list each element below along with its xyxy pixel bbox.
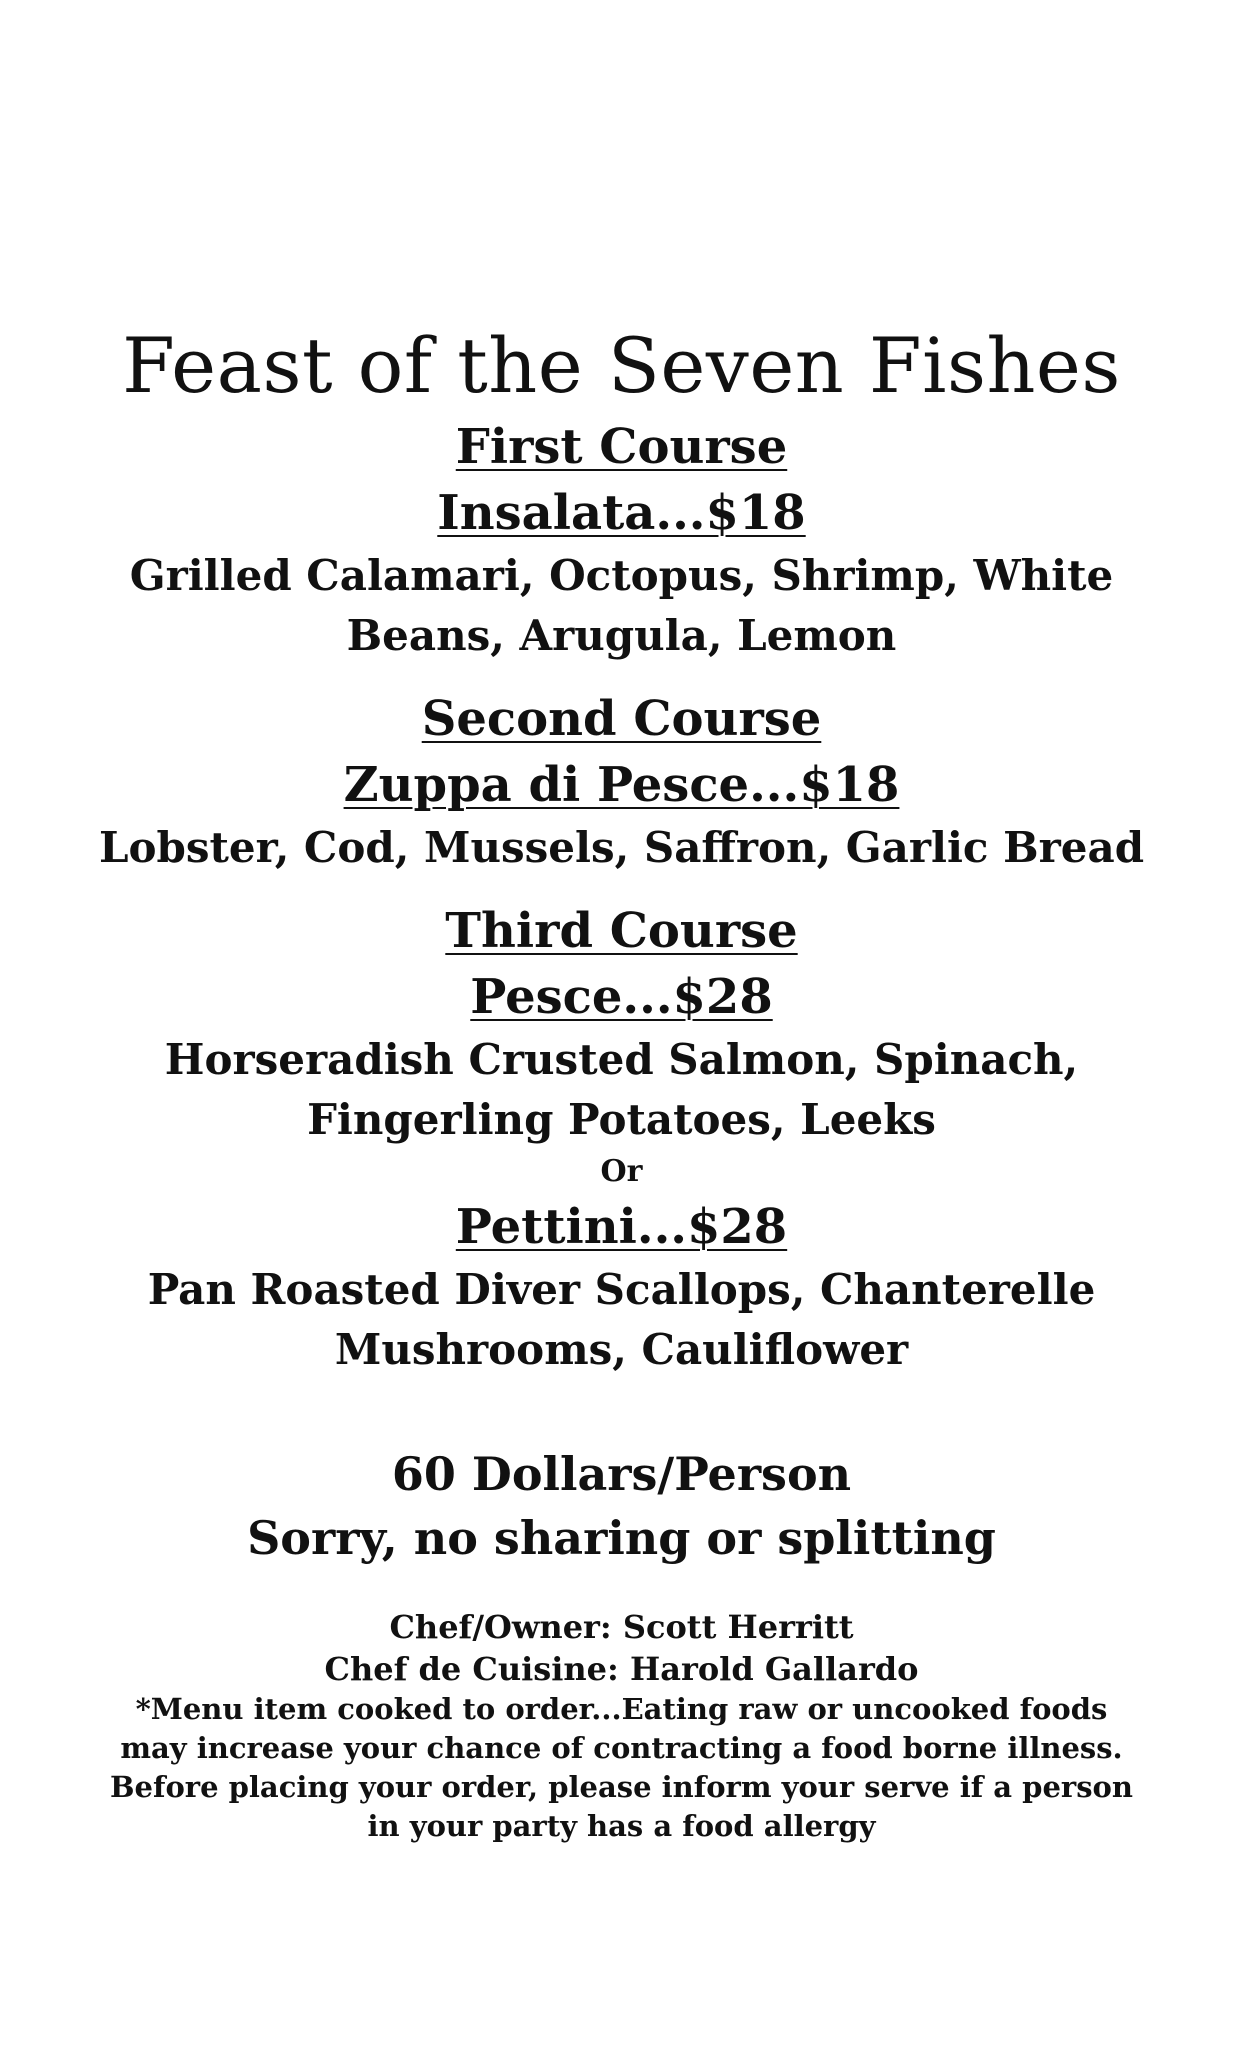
first-course-section — [0, 414, 1243, 666]
disclaimer-line: *Menu item cooked to order...Eating raw or uncooked foods — [135, 1692, 1108, 1726]
dish-name-pesce: Pesce...$28 — [470, 969, 773, 1025]
chef-de-cuisine: Chef de Cuisine: Harold Gallardo — [324, 1650, 919, 1688]
dish-description-line: Horseradish Crusted Salmon, Spinach, — [164, 1035, 1079, 1084]
dish-description-line: Fingerling Potatoes, Leeks — [307, 1095, 936, 1144]
no-sharing-note: Sorry, no sharing or splitting — [247, 1511, 996, 1565]
dish-name-insalata: Insalata...$18 — [437, 485, 806, 541]
staff-section — [0, 1606, 1243, 1690]
dish-description-line: Beans, Arugula, Lemon — [346, 611, 897, 660]
allergy-disclaimer — [0, 1690, 1243, 1846]
pricing-section — [0, 1442, 1243, 1570]
course-heading-second: Second Course — [421, 691, 822, 747]
second-course-section — [0, 686, 1243, 878]
course-heading-first: First Course — [455, 419, 788, 475]
dish-description-line: Pan Roasted Diver Scallops, Chanterelle — [147, 1265, 1096, 1314]
course-heading-third: Third Course — [445, 903, 798, 959]
disclaimer-line: Before placing your order, please inform your serve if a person — [110, 1770, 1133, 1804]
disclaimer-line: may increase your chance of contracting a food borne illness. — [120, 1731, 1123, 1765]
dish-description-line: Grilled Calamari, Octopus, Shrimp, White — [129, 551, 1114, 600]
dish-name-pettini: Pettini...$28 — [455, 1199, 788, 1255]
menu-content — [0, 318, 1243, 1846]
dish-description-line: Lobster, Cod, Mussels, Saffron, Garlic Bread — [98, 823, 1145, 872]
third-course-section — [0, 898, 1243, 1380]
dish-name-zuppa-di-pesce: Zuppa di Pesce...$18 — [343, 757, 900, 813]
or-separator: Or — [600, 1154, 643, 1189]
disclaimer-line: in your party has a food allergy — [367, 1809, 876, 1843]
price-per-person: 60 Dollars/Person — [391, 1447, 852, 1501]
dish-description-line: Mushrooms, Cauliflower — [334, 1325, 909, 1374]
menu-title: Feast of the Seven Fishes — [122, 321, 1121, 410]
chef-owner: Chef/Owner: Scott Herritt — [389, 1608, 854, 1646]
